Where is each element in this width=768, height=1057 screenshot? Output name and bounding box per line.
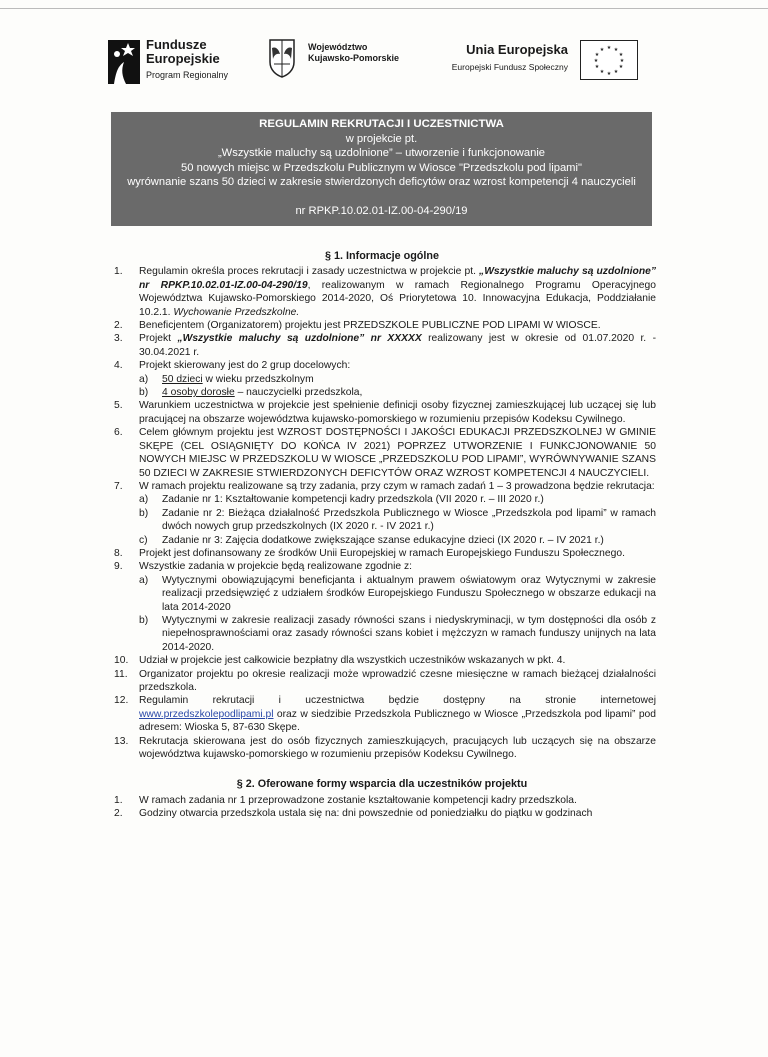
fe-line3: Program Regionalny <box>146 70 229 80</box>
sub-item <box>139 386 656 399</box>
list-item <box>108 694 656 734</box>
wkp-line1: Województwo <box>308 42 368 52</box>
item-number: 7. <box>114 480 123 492</box>
document-body <box>108 250 656 821</box>
sub-text: Zadanie nr 2: Bieżąca działalność Przedszkola Publicznego w Wiosce „Przedszkola pod lipami” w ramach dwóch nowych grup przedszkolnych (IX 2020 r. - IV 2021 r.) <box>162 507 656 533</box>
item-number: 8. <box>114 547 123 559</box>
item-text: oraz w siedzibie Przedszkola Publicznego w Wiosce „Przedszkola pod lipami” pod adresem: Wioska 5, 87-630 Skępe. <box>139 708 656 734</box>
sub-letter: b) <box>139 614 149 626</box>
svg-text:★: ★ <box>606 71 612 77</box>
list-item <box>108 265 656 319</box>
project-title-ref: „Wszystkie maluchy są uzdolnione” nr RPKP.10.02.01-IZ.00-04-290/19 <box>139 266 656 291</box>
item-number: 9. <box>114 561 123 573</box>
svg-text:★: ★ <box>593 58 599 64</box>
item-text: Projekt jest dofinansowany ze środków Unii Europejskiej w ramach Europejskiego Funduszu Społecznego. <box>139 547 625 559</box>
sub-list <box>139 493 656 547</box>
list-item <box>108 480 656 547</box>
logo-header <box>108 38 638 93</box>
section-2-list <box>108 794 656 821</box>
section-2-heading: § 2. Oferowane formy wsparcia dla uczestników projektu <box>236 778 528 791</box>
list-item <box>108 560 656 654</box>
item-number: 1. <box>114 266 123 278</box>
svg-text:★: ★ <box>606 45 612 51</box>
fundusze-europejskie-logo <box>108 38 248 88</box>
sub-letter: a) <box>139 574 149 586</box>
item-text: Udział w projekcie jest całkowicie bezpłatny dla wszystkich uczestników wskazanych w pkt. 4. <box>139 655 566 667</box>
list-item <box>108 359 656 399</box>
list-item <box>108 735 656 762</box>
list-item <box>108 807 656 820</box>
item-text: Projekt <box>139 333 178 345</box>
list-item <box>108 654 656 667</box>
underlined-text: 50 dzieci <box>162 373 203 385</box>
item-text: Godziny otwarcia przedszkola ustala się na: dni powszednie od poniedziałku do piątku w godzinach <box>139 808 593 820</box>
svg-text:★: ★ <box>594 52 600 58</box>
fe-line2: Europejskie <box>146 51 220 66</box>
svg-text:★: ★ <box>594 64 600 70</box>
item-text: , realizowanym w ramach Regionalnego Programu Operacyjnego Województwa Kujawsko-Pomorskiego 2014-2020, Oś Priorytetowa 10. Innowacyjna Edukacja, Poddziałanie 10.2.1. <box>139 279 656 318</box>
item-text: Warunkiem uczestnictwa w projekcie jest spełnienie definicji osoby fizycznej zamieszkującej lub uczącej się lub pracującej na obszarze województwa kujawsko-pomorskiego w rozumieniu przepisów Kodeksu Cywilnego. <box>139 400 656 425</box>
sub-text: Wytycznymi w zakresie realizacji zasady równości szans i niedyskryminacji, w tym dostępności dla osób z niepełnosprawnościami oraz zasady równości szans kobiet i mężczyzn w ramach funduszy unijnych na lata 2014-2020. <box>162 614 656 653</box>
sub-text: – nauczycielki przedszkola, <box>234 387 363 399</box>
sub-item <box>139 507 656 534</box>
wkp-line2: Kujawsko-Pomorskie <box>308 53 400 63</box>
sub-item <box>139 614 656 654</box>
sub-letter: c) <box>139 534 148 546</box>
underlined-text: 4 osoby dorosłe <box>162 387 235 399</box>
sub-letter: a) <box>139 494 149 506</box>
project-number: nr RPKP.10.02.01-IZ.00-04-290/19 <box>295 204 468 217</box>
list-item <box>108 319 656 332</box>
item-number: 10. <box>114 655 129 667</box>
item-text: Projekt skierowany jest do 2 grup docelowych: <box>139 360 351 372</box>
section-1-list <box>108 265 656 761</box>
svg-text:★: ★ <box>619 58 625 64</box>
project-title-ref: „Wszystkie maluchy są uzdolnione” nr XXXXX <box>177 333 422 345</box>
regulation-title-box <box>111 112 652 226</box>
item-number: 2. <box>114 808 123 820</box>
item-number: 3. <box>114 333 123 345</box>
wojewodztwo-logo <box>268 38 408 88</box>
item-text: Regulamin określa proces rekrutacji i zasady uczestnictwa w projekcie pt. <box>139 266 480 278</box>
item-text: Wszystkie zadania w projekcie będą realizowane zgodnie z: <box>139 561 413 573</box>
list-item <box>108 332 656 359</box>
item-text: Organizator projektu po okresie realizacji może wprowadzić czesne miesięczne w ramach bieżącej działalności przedszkola. <box>139 668 656 693</box>
item-text: Beneficjentem (Organizatorem) projektu jest PRZEDSZKOLE PUBLICZNE POD LIPAMI W WIOSCE. <box>139 320 601 332</box>
sub-letter: b) <box>139 387 149 399</box>
title-line-2: „Wszystkie maluchy są uzdolnione” – utworzenie i funkcjonowanie <box>217 147 546 160</box>
item-number: 5. <box>114 400 123 412</box>
ue-line1: Unia Europejska <box>466 42 568 57</box>
item-number: 11. <box>114 668 128 680</box>
item-text: Celem głównym projektu jest WZROST DOSTĘPNOŚCI I JAKOŚCI EDUKACJI PRZEDSZKOLNEJ W GMINIE SKĘPE (CEL OSIĄGNIĘTY DO KOŃCA IV 2021) POPRZEZ UTWORZENIE I FUNKCJONOWANIE 50 NOWYCH MIEJSC W PRZEDSZKOLU W WIOSCE „PRZEDSZKOLU POD LIPAMI”, WYRÓWNYWANIE SZANS 50 DZIECI W ZAKRESIE STWIERDZONYCH DEFICYTÓW ORAZ WZROST KOMPETENCJI 4 NAUCZYCIELI. <box>139 427 656 479</box>
title-line-4: wyrównanie szans 50 dzieci w zakresie stwierdzonych deficytów oraz wzrost kompetencji 4 nauczycieli <box>127 176 636 189</box>
sub-item <box>139 574 656 614</box>
svg-text:★: ★ <box>613 69 619 75</box>
website-link[interactable]: www.przedszkolepodlipami.pl <box>139 708 274 720</box>
eu-flag-icon <box>580 40 638 80</box>
item-number: 2. <box>114 320 123 332</box>
svg-text:★: ★ <box>613 47 619 53</box>
sub-item <box>139 534 656 547</box>
sub-item <box>139 493 656 506</box>
coat-of-arms-icon <box>268 38 296 78</box>
item-text: W ramach projektu realizowane są trzy zadania, przy czym w ramach zadań 1 – 3 prowadzona będzie rekrutacja: <box>139 480 655 492</box>
list-item <box>108 547 656 560</box>
svg-text:★: ★ <box>599 47 605 53</box>
sub-text: Zadanie nr 1: Kształtowanie kompetencji kadry przedszkola (VII 2020 r. – III 2020 r.) <box>162 494 544 506</box>
list-item <box>108 668 656 695</box>
page-edge-line <box>0 8 768 9</box>
sub-text: w wieku przedszkolnym <box>202 373 314 385</box>
section-1-heading: § 1. Informacje ogólne <box>325 250 439 262</box>
fe-star-figure-icon <box>108 40 140 84</box>
svg-text:★: ★ <box>618 52 624 58</box>
item-number: 12. <box>114 695 129 707</box>
fe-line1: Fundusze <box>146 37 207 52</box>
title-line-0: REGULAMIN REKRUTACJI I UCZESTNICTWA <box>259 118 504 130</box>
list-item <box>108 426 656 480</box>
item-text: realizowany jest w okresie od 01.07.2020 r. - 30.04.2021 r. <box>139 333 656 358</box>
sub-text: Wytycznymi obowiązującymi beneficjanta i aktualnym prawem oświatowym oraz Wytycznymi w zakresie realizacji przedsięwzięć z udziałem środków Europejskiego Funduszu Społecznego w obszarze edukacji na lata 2014-2020 <box>162 574 656 613</box>
svg-text:★: ★ <box>618 64 624 70</box>
list-item <box>108 794 656 807</box>
item-number: 6. <box>114 427 123 439</box>
sub-letter: a) <box>139 373 149 385</box>
list-item <box>108 399 656 426</box>
unia-europejska-logo <box>438 40 638 88</box>
sub-text: Zadanie nr 3: Zajęcia dodatkowe zwiększające szanse edukacyjne dzieci (IX 2020 r. – IV 2021 r.) <box>162 534 604 546</box>
item-number: 13. <box>114 735 129 747</box>
item-text: W ramach zadania nr 1 przeprowadzone zostanie kształtowanie kompetencji kadry przedszkola. <box>139 794 577 806</box>
item-number: 4. <box>114 360 123 372</box>
title-line-3: 50 nowych miejsc w Przedszkolu Publicznym w Wiosce "Przedszkolu pod lipami" <box>181 161 582 174</box>
sub-letter: b) <box>139 507 149 519</box>
title-line-1: w projekcie pt. <box>345 132 418 145</box>
item-text-italic: Wychowanie Przedszkolne. <box>173 306 300 318</box>
item-text: Regulamin rekrutacji i uczestnictwa będzie dostępny na stronie internetowej <box>139 695 656 707</box>
item-text: Rekrutacja skierowana jest do osób fizycznych zamieszkujących, pracujących lub uczących się na obszarze województwa kujawsko-pomorskiego w rozumieniu przepisów Kodeksu Cywilnego. <box>139 735 656 761</box>
sub-list <box>139 574 656 654</box>
svg-text:★: ★ <box>599 69 605 75</box>
item-number: 1. <box>114 794 123 806</box>
sub-list <box>139 373 656 400</box>
ue-line2: Europejski Fundusz Społeczny <box>451 62 568 72</box>
sub-item <box>139 373 656 386</box>
